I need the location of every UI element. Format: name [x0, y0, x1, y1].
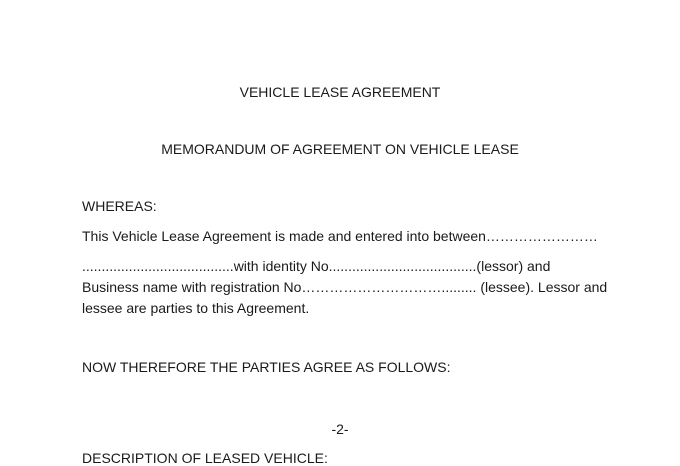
- section-heading: DESCRIPTION OF LEASED VEHICLE:: [82, 450, 328, 466]
- paragraph-line: lessee are parties to this Agreement.: [82, 300, 310, 316]
- paragraph-line: This Vehicle Lease Agreement is made and entered into between……………………: [82, 228, 598, 244]
- document-subtitle: MEMORANDUM OF AGREEMENT ON VEHICLE LEASE: [161, 141, 519, 157]
- page-number: -2-: [331, 421, 349, 437]
- document-title: VEHICLE LEASE AGREEMENT: [239, 84, 441, 100]
- paragraph-line: .......................................with identity No......................................(lessor) and: [82, 258, 551, 274]
- whereas-heading: WHEREAS:: [82, 198, 157, 214]
- now-therefore-heading: NOW THEREFORE THE PARTIES AGREE AS FOLLOWS:: [82, 359, 451, 375]
- paragraph-line: Business name with registration No…………………………......... (lessee). Lessor and: [82, 279, 608, 295]
